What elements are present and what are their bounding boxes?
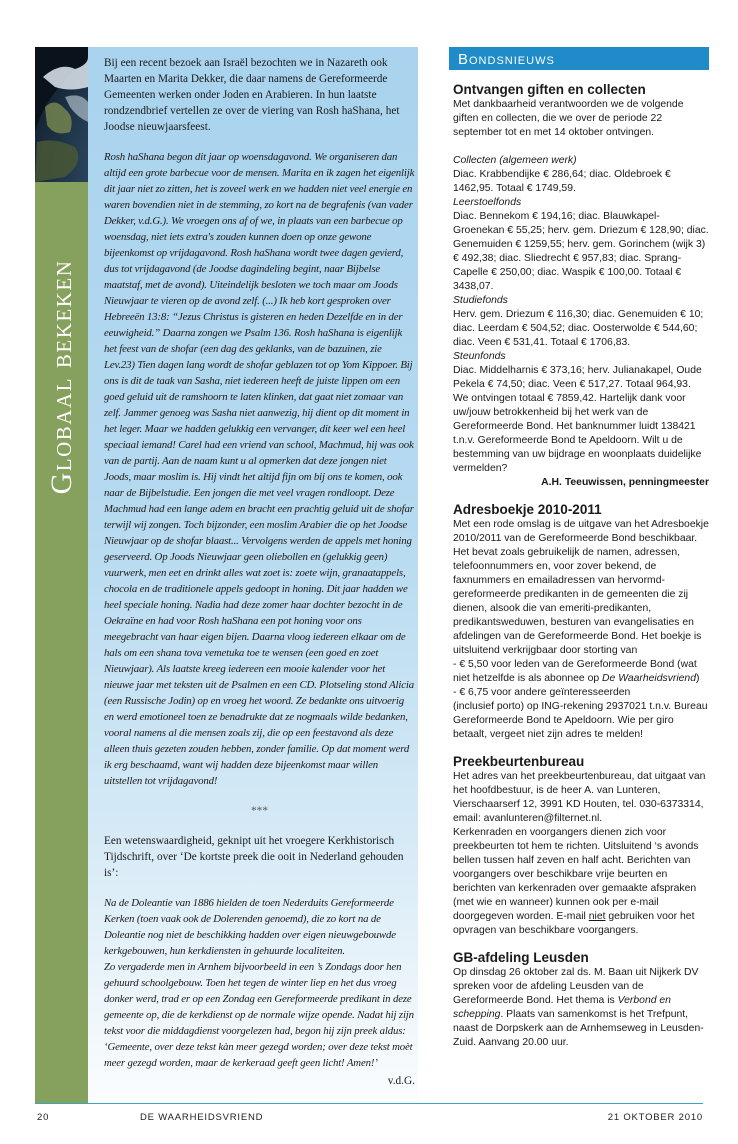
leusden-text: [453, 966, 709, 1050]
bondsnieuws-column: [449, 47, 709, 1103]
section-sidebar: [35, 47, 88, 1103]
article-signature: v.d.G.: [387, 1075, 415, 1087]
quote-paragraph-1: Na de Doleantie van 1886 hielden de toen Nederduits Gereformeerde Kerken (toen vaak ook de Dolerenden genoemd), die zo kort na de Doleantie nog niet de beschikking hadden over eigen nieuwgebouwde kerkgebouwen, hun kerkdiensten in gehuurde localiteiten.: [104, 897, 396, 957]
adresboekje-price-members: [453, 658, 709, 686]
article-story: Rosh haShana begon dit jaar op woensdagavond. We organiseren dan altijd een grote barbecue voor de mensen. Marita en ik zagen het eigenlijk dit jaar niet zo zitten, het is zoveel werk en we hadden niet veel energie en waren bovendien niet in de stemming, zo kort na de begrafenis (van vader Dekker, v.d.G.). We vroegen ons af of we, in plaats van een barbecue op woensdag, niet iets extra's zouden kunnen doen op onze gewone bijeenkomst op vrijdagavond. Rosh haShana wordt twee dagen gevierd, dus tot vrijdagavond (de Joodse dagindeling begint, naar Bijbelse maatstaf, met de avond). Uiteindelijk besloten we toch maar om Joods Nieuwjaar te vieren op de avond zelf. (...) Ik heb kort gesproken over Hebreeën 13:8: “Jezus Christus is gisteren en heden Dezelfde en in der eeuwigheid.” Daarna zongen we Psalm 136. Rosh haShana is eigenlijk het feest van de shofar (een dag des geklanks, van de bazuinen, zie Lev.23) Tien dagen lang wordt de shofar geblazen tot op Yom Kippoer. Bij ons is dit de taak van Sasha, niet iedereen heeft de juiste lippen om een goed geluid uit de ramshoorn te laten klinken, dat gaat niet zomaar van zelf. Jammer genoeg was Sasha niet aanwezig, hij dient op dit moment in het leger. Maar we hadden gelukkig een vervanger, dit keer wel een heel speciaal iemand! Carel had een vriend van school, Machmud, hij was ook van de partij. Aan de naam kunt u al opmerken dat deze jongen niet Joods, maar moslim is. Hij vindt het altijd fijn om bij ons te komen, ook naar de Bijbelstudie. Een jongen die met veel vragen rondloopt. Deze Machmud had een lange adem en bracht een prachtig geluid uit de shofar terwijl wij zongen. Toch bijzonder, een moslim Arabier die op het Joodse Nieuwjaar op de shofar blaast... Vervolgens werden de appels met honing geserveerd. Op Joods Nieuwjaar geen oliebollen en (gelukkig geen) vuurwerk, men eet en drinkt alles wat zoet is: zoete wijn, granaatappels, chocola en de traditionele appels gedoopt in honing. Dit jaar hadden we heel speciale honing. Nadia had deze zomer haar dochter bezocht in de Oekraïne en had voor Rosh haShana een pot honing voor ons meegebracht van haar eigen bijen. Daarna vloog iedereen elkaar om de hals om een shana tova vemetuka toe te wensen (een goed en zoet Nieuwjaar). Als laatste kreeg iedereen een mooie kalender voor het nieuwe jaar met teksten uit de Psalmen en een CD. Plotseling stond Alicia (een Russische Jodin) op en vroeg het woord. Ze bedankte ons uitvoerig en werd emotioneel toen ze benadrukte dat ze nogmaals wilde bedanken, vooral namens al die mensen zoals zij, die op een feestavond als deze alleen thuis gezeten zouden hebben, zonder familie. Op dat moment werd ik erg beschaamd, want wij hadden deze bijeenkomst maar willen uitstellen tot vrijdagavond!: [104, 151, 415, 787]
preekbeurten-title: Preekbeurtenbureau: [453, 754, 585, 769]
giften-signature: A.H. Teeuwissen, penningmeester: [541, 477, 709, 488]
page-number: 20: [37, 1112, 50, 1123]
emphasis-niet: niet: [588, 911, 606, 922]
leusden-text-end: . Plaats van samenkomst is het Trefpunt, naast de Dorpskerk aan de Arnhemseweg in Leusden- Zuid. Aanvang 20.00 uur.: [453, 1009, 704, 1048]
section-title: [35, 197, 88, 557]
bondsnieuws-header: Bondsnieuws: [449, 47, 709, 70]
adresboekje-price-others: - € 6,75 voor andere geïnteresseerden: [453, 687, 631, 698]
issue-date: 21 OKTOBER 2010: [607, 1112, 703, 1123]
footer: [35, 1104, 703, 1144]
giften-label: Studiefonds: [453, 295, 508, 306]
content-row: [35, 47, 709, 1103]
adresboekje-title: Adresboekje 2010-2011: [453, 502, 602, 517]
adresboekje-text: Met een rode omslag is de uitgave van het Adresboekje 2010/2011 van de Gereformeerde Bond beschikbaar. Het bevat zoals gebruikelijk de namen, adressen, telefoonnummers en, voor zover bekend, de faxnummers en emailadressen van hervormd-gereformeerde predikanten in de gemeenten die zij dienen, alsook die van emeriti-predikanten, predikantsweduwen, besturen van evangelisaties en afdelingen van de Gereformeerde Bond. Het boekje is uitsluitend verkrijgbaar door storting van: [453, 519, 709, 656]
price-text-end: ): [696, 673, 700, 684]
article-intro: Bij een recent bezoek aan Israël bezochten we in Nazareth ook Maarten en Marita Dekker, die daar namens de Gereformeerde Gemeenten werken onder Joden en Arabieren. In hun laatste rondzendbrief vertellen ze over de viering van Rosh haShana, het Joodse nieuwjaarsfeest.: [104, 57, 400, 133]
giften-closing: We ontvingen totaal € 7859,42. Hartelijk dank voor uw/jouw betrokkenheid bij het werk van de Gereformeerde Bond. Het banknummer luidt 138421 t.n.v. Gereformeerde Bond te Apeldoorn. Wilt u de bestemming van uw bijdrage en woonplaats duidelijke vermelden?: [453, 393, 702, 474]
giften-entry: Herv. gem. Driezum € 116,30; diac. Genemuiden € 10; diac. Leerdam € 504,52; diac. Oosterwolde € 544,60; diac. Veen € 531,41. Totaal € 1706,83.: [453, 309, 704, 348]
preekbeurten-address: Het adres van het preekbeurtenbureau, dat uitgaat van het hoofdbestuur, is de heer A. van Lunteren, Vierschaarserf 12, 3991 KD Houten, tel. 030-6373314, email: avanlunteren@filternet.nl.: [453, 771, 706, 824]
giften-title: Ontvangen giften en collecten: [453, 82, 646, 97]
article: [104, 55, 415, 1089]
adresboekje-payment: (inclusief porto) op ING-rekening 2937021 t.n.v. Bureau Gereformeerde Bond te Apeldoorn. Wie per giro betaalt, vergeet niet zijn adres te melden!: [453, 701, 708, 740]
leusden-text-start: Op dinsdag 26 oktober zal ds. M. Baan uit Nijkerk DV spreken voor de afdeling Leusden van de Gereformeerde Bond. Het thema is: [453, 967, 699, 1006]
quote-paragraph-2: Zo vergaderde men in Arnhem bijvoorbeeld in een ’s Zondags door hen gehuurd schoolgebouw. Toen het tegen de winter liep en het dus vroeg donker werd, trad er op een Zondag een Gereformeerde predikant in deze gemeente op, die de kerkdienst op de normale wijze opende. Nadat hij zijn tekst voor die middagdienst voorgelezen had, begon hij zijn preek aldus: ‘Gemeente, over deze tekst kàn meer gezegd worden; over deze tekst moèt meer gezegd worden, maar de kerkeraad geeft geen licht! Amen!’: [104, 961, 414, 1069]
giften-intro: Met dankbaarheid verantwoorden we de volgende giften en collecten, die we over de periode 22 september tot en met 14 oktober ontvingen.: [453, 99, 684, 138]
giften-label: Collecten (algemeen werk): [453, 155, 577, 166]
magazine-name: De Waarheidsvriend: [602, 673, 696, 684]
preekbeurten-instructions: [453, 826, 709, 938]
article-panel: [88, 47, 418, 1103]
price-text: - € 5,50 voor leden van de Gereformeerde Bond (wat niet hetzelfde is als abonnee op: [453, 659, 697, 684]
section-title-text: Globaal bekeken: [44, 259, 78, 495]
giften-entry: Diac. Middelharnis € 373,16; herv. Julianakapel, Oude Pekela € 74,50; diac. Veen € 517,27. Totaal 964,93.: [453, 365, 702, 390]
separator: ***: [251, 805, 268, 817]
giften-label: Steunfonds: [453, 351, 506, 362]
giften-label: Leerstoelfonds: [453, 197, 522, 208]
leusden-title: GB-afdeling Leusden: [453, 950, 589, 965]
instructions-text: Kerkenraden en voorgangers dienen zich voor preekbeurten tot hem te richten. Uitsluitend ‘s avonds bellen tussen half zeven en half acht. Berichten van voorgangers over beschikbare vrije beurten en berichten van kerkenraden over gemaakte afspraken (met wie en wanneer) kunnen ook per e-mail doorgegeven worden. E-mail: [453, 827, 699, 922]
earth-globe-image: [35, 47, 88, 182]
magazine-title: DE WAARHEIDSVRIEND: [140, 1112, 264, 1123]
article-intro-2: Een wetenswaardigheid, geknipt uit het vroegere Kerkhistorisch Tijdschrift, over ‘De kortste preek die ooit in Nederland gehouden is’:: [104, 835, 404, 879]
giften-entry: Diac. Bennekom € 194,16; diac. Blauwkapel-Groenekan € 55,25; herv. gem. Driezum € 128,90; diac. Genemuiden € 1259,55; herv. gem. Gorinchem (wijk 3) € 492,38; diac. Sliedrecht € 957,83; diac. Sprang-Capelle € 250,00; diac. Waspik € 100,00. Totaal € 3438,07.: [453, 211, 709, 292]
leusden-theme: Verbond en schepping: [453, 995, 671, 1020]
instructions-text-end: gebruiken voor het opvragen van beschikbare voorgangers.: [453, 911, 695, 936]
giften-entry: Diac. Krabbendijke € 286,64; diac. Oldebroek € 1462,95. Totaal € 1749,59.: [453, 169, 671, 194]
